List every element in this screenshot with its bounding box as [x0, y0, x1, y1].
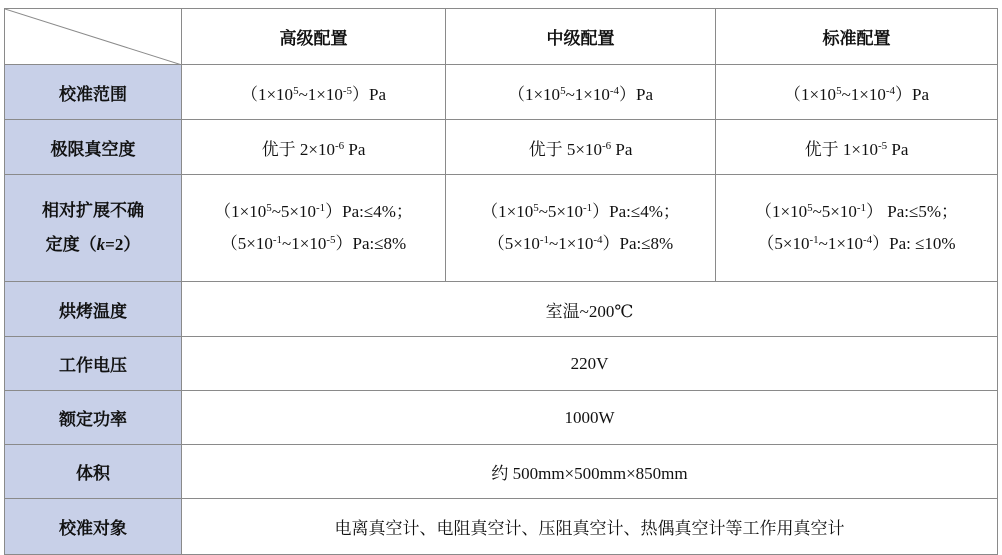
bake-value: 室温~200℃ — [182, 282, 998, 337]
row-label-target: 校准对象 — [5, 499, 182, 555]
row-bake — [5, 282, 998, 337]
row-volume — [5, 445, 998, 499]
uncertainty-std: $(1\times 10^5\sim 5\times 10^{-1})$ Pa:≤5%； $(5\times 10^{-1}\sim 1\times 10^{-4})Pa$: ≤10% — [716, 175, 998, 282]
row-label-volume: 体积 — [5, 445, 182, 499]
ultimate-high: 优于 $2\times 10^{-6}$ Pa — [182, 120, 446, 175]
header-std: 标准配置 — [716, 9, 998, 65]
row-ultimate — [5, 120, 998, 175]
ultimate-mid: 优于 $5\times 10^{-6}$ Pa — [446, 120, 716, 175]
diagonal-line — [5, 9, 182, 65]
header-mid: 中级配置 — [446, 9, 716, 65]
header-high: 高级配置 — [182, 9, 446, 65]
row-label-bake: 烘烤温度 — [5, 282, 182, 337]
row-label-uncertainty: 相对扩展不确 定度（k=2） — [5, 175, 182, 282]
row-label-power: 额定功率 — [5, 391, 182, 445]
row-target — [5, 499, 998, 555]
range-high: $(1\times 10^5\sim 1\times 10^{-5})Pa$ — [182, 65, 446, 120]
volume-value: 约 500mm×500mm×850mm — [182, 445, 998, 499]
row-voltage — [5, 337, 998, 391]
row-label-ultimate: 极限真空度 — [5, 120, 182, 175]
range-std: $(1\times 10^5\sim 1\times 10^{-4})Pa$ — [716, 65, 998, 120]
range-mid: $(1\times 10^5\sim 1\times 10^{-4})Pa$ — [446, 65, 716, 120]
row-range — [5, 65, 998, 120]
corner-cell — [5, 9, 182, 65]
power-value: 1000W — [182, 391, 998, 445]
row-uncertainty — [5, 175, 998, 282]
header-row — [5, 9, 998, 65]
row-label-range: 校准范围 — [5, 65, 182, 120]
spec-table — [4, 8, 998, 555]
uncertainty-high: $(1\times 10^5\sim 5\times 10^{-1})Pa:\le 4\%$； $(5\times 10^{-1}\sim 1\times 10^{-5})Pa:\le 8\%$ — [182, 175, 446, 282]
row-label-voltage: 工作电压 — [5, 337, 182, 391]
row-power — [5, 391, 998, 445]
ultimate-std: 优于 $1\times 10^{-5}$ Pa — [716, 120, 998, 175]
target-value: 电离真空计、电阻真空计、压阻真空计、热偶真空计等工作用真空计 — [182, 499, 998, 555]
voltage-value: 220V — [182, 337, 998, 391]
uncertainty-mid: $(1\times 10^5\sim 5\times 10^{-1})Pa:\le 4\%$； $(5\times 10^{-1}\sim 1\times 10^{-4})Pa:\le 8\%$ — [446, 175, 716, 282]
